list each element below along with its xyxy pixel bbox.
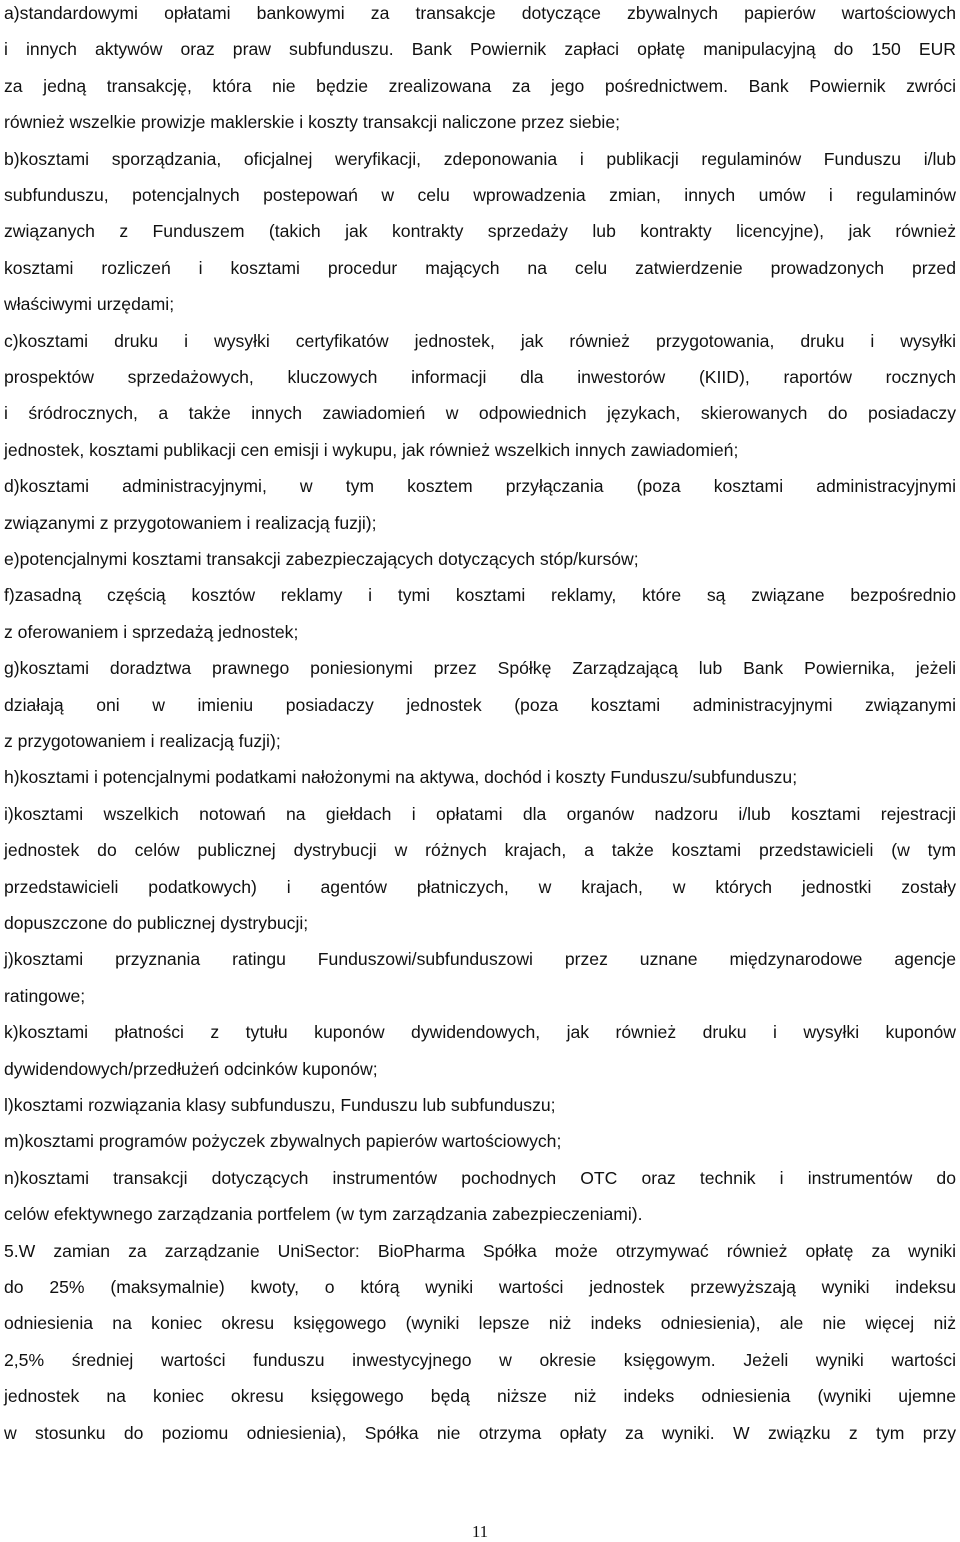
text-line: z przygotowaniem i realizacją fuzji);	[4, 731, 281, 751]
text-line: c)kosztami druku i wysyłki certyfikatów jednostek, jak również przygotowania, druku i wysyłki	[4, 330, 956, 351]
text-line: w stosunku do poziomu odniesienia), Spółka nie otrzyma opłaty za wyniki. W związku z tym przy	[4, 1422, 956, 1443]
text-line: g)kosztami doradztwa prawnego poniesionymi przez Spółkę Zarządzającą lub Bank Powiernika, jeżeli	[4, 658, 956, 679]
text-line: również wszelkie prowizje maklerskie i koszty transakcji naliczone przez siebie;	[4, 112, 621, 133]
text-line: jednostek, kosztami publikacji cen emisji i wykupu, jak również wszelkich innych zawiadomień;	[4, 439, 739, 460]
text-line: celów efektywnego zarządzania portfelem (w tym zarządzania zabezpieczeniami).	[4, 1204, 643, 1225]
text-line: przedstawicieli podatkowych) i agentów płatniczych, w krajach, w których jednostki zostały	[4, 876, 956, 897]
text-line: prospektów sprzedażowych, kluczowych informacji dla inwestorów (KIID), raportów rocznych	[4, 367, 956, 387]
text-line: a)standardowymi opłatami bankowymi za transakcje dotyczące zbywalnych papierów wartościowych	[4, 3, 956, 23]
text-line: za jedną transakcję, która nie będzie zrealizowana za jego pośrednictwem. Bank Powiernik zwróci	[4, 75, 956, 96]
text-line: odniesienia na koniec okresu księgowego (wyniki lepsze niż indeks odniesienia), ale nie więcej niż	[4, 1313, 956, 1334]
text-line: e)potencjalnymi kosztami transakcji zabezpieczających dotyczących stóp/kursów;	[4, 549, 639, 569]
text-line: 5.W zamian za zarządzanie UniSector: BioPharma Spółka może otrzymywać również opłatę za wyniki	[4, 1240, 956, 1261]
text-line: działają oni w imieniu posiadaczy jednostek (poza kosztami administracyjnymi związanymi	[4, 694, 956, 715]
text-line: dopuszczone do publicznej dystrybucji;	[4, 913, 309, 933]
text-line: i)kosztami wszelkich notowań na giełdach i opłatami dla organów nadzoru i/lub kosztami rejestracji	[4, 803, 956, 824]
text-line: z oferowaniem i sprzedażą jednostek;	[4, 621, 299, 642]
text-line: i śródrocznych, a także innych zawiadomień w odpowiednich językach, skierowanych do posiadaczy	[4, 403, 956, 424]
text-line: jednostek do celów publicznej dystrybucji w różnych krajach, a także kosztami przedstawicieli (w tym	[4, 840, 956, 861]
text-line: jednostek na koniec okresu księgowego będą niższe niż indeks odniesienia (wyniki ujemne	[4, 1386, 956, 1407]
text-line: d)kosztami administracyjnymi, w tym kosztem przyłączania (poza kosztami administracyjnymi	[4, 476, 956, 497]
text-line: właściwymi urzędami;	[4, 294, 175, 315]
text-line: do 25% (maksymalnie) kwoty, o którą wyniki wartości jednostek przewyższają wyniki indeksu	[4, 1277, 956, 1297]
text-line: j)kosztami przyznania ratingu Funduszowi/subfunduszowi przez uznane międzynarodowe agencje	[4, 949, 956, 970]
page-number: 11	[471, 1522, 489, 1541]
text-line: h)kosztami i potencjalnymi podatkami nałożonymi na aktywa, dochód i koszty Funduszu/subfunduszu;	[4, 767, 798, 788]
text-line: n)kosztami transakcji dotyczących instrumentów pochodnych OTC oraz technik i instrumentów do	[4, 1167, 956, 1188]
text-line: i innych aktywów oraz praw subfunduszu. Bank Powiernik zapłaci opłatę manipulacyjną do 150 EUR	[4, 39, 956, 60]
text-line: m)kosztami programów pożyczek zbywalnych papierów wartościowych;	[4, 1131, 562, 1152]
text-line: subfunduszu, potencjalnych postepowań w celu wprowadzenia zmian, innych umów i regulaminów	[4, 185, 956, 205]
text-line: l)kosztami rozwiązania klasy subfunduszu, Funduszu lub subfunduszu;	[4, 1095, 556, 1115]
text-line: ratingowe;	[4, 985, 86, 1006]
text-line: związanymi z przygotowaniem i realizacją fuzji);	[4, 512, 377, 533]
text-line: dywidendowych/przedłużeń odcinków kuponów;	[4, 1058, 378, 1079]
text-line: kosztami rozliczeń i kosztami procedur mających na celu zatwierdzenie prowadzonych przed	[4, 257, 956, 278]
text-line: b)kosztami sporządzania, oficjalnej weryfikacji, zdeponowania i publikacji regulaminów Funduszu i/lub	[4, 148, 956, 169]
text-line: f)zasadną częścią kosztów reklamy i tymi kosztami reklamy, które są związane bezpośrednio	[4, 585, 956, 606]
text-line: k)kosztami płatności z tytułu kuponów dywidendowych, jak również druku i wysyłki kuponów	[4, 1022, 956, 1043]
text-line: 2,5% średniej wartości funduszu inwestycyjnego w okresie księgowym. Jeżeli wyniki wartości	[4, 1349, 956, 1370]
text-line: związanych z Funduszem (takich jak kontrakty sprzedaży lub kontrakty licencyjne), jak również	[4, 221, 956, 242]
